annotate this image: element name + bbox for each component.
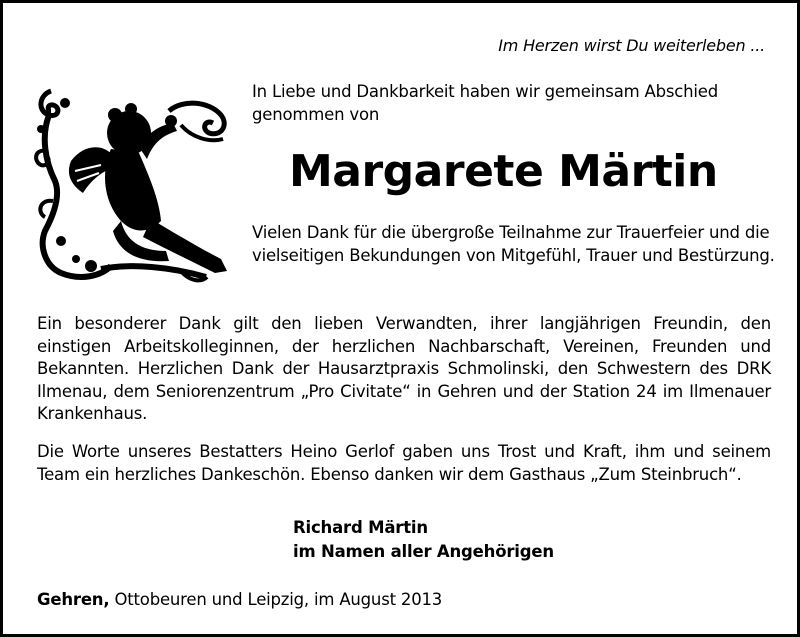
deceased-name: Margarete Märtin bbox=[289, 146, 718, 197]
intro-text: In Liebe und Dankbarkeit haben wir gemeinsam Abschied genommen von bbox=[252, 82, 719, 124]
acknowledgement-paragraph: Ein besonderer Dank gilt den lieben Verwandten, ihrer langjährigen Freundin, den einstigen Arbeitskolleginnen, der herzlichen Nachbarschaft, Vereinen, Freunden und Bekannten. Herzlichen Dank der Hausarztpraxis Schmolinski, den Schwestern des DRK Ilmenau, dem Seniorenzentrum „Pro Civitate“ in Gehren und der Station 24 im Ilmenauer Krankenhaus. bbox=[37, 314, 771, 423]
place-and-date bbox=[37, 590, 442, 609]
thanks-text: Vielen Dank für die übergroße Teilnahme zur Trauerfeier und die vielseitigen Bekundungen von Mitgefühl, Trauer und Bestürzung. bbox=[252, 223, 775, 265]
undertaker-thanks-paragraph: Die Worte unseres Bestatters Heino Gerlof gaben uns Trost und Kraft, ihm und seinem Team ein herzliches Dankeschön. Ebenso danken wir dem Gasthaus „Zum Steinbruch“. bbox=[37, 442, 771, 484]
signature-block bbox=[293, 516, 554, 564]
signatory-name: Richard Märtin bbox=[293, 518, 428, 537]
motto-line: Im Herzen wirst Du weiterleben ... bbox=[498, 36, 765, 55]
place-rest: Ottobeuren und Leipzig, im August 2013 bbox=[109, 590, 443, 609]
place-bold: Gehren, bbox=[37, 590, 110, 609]
cherub-silhouette-icon bbox=[31, 81, 246, 291]
signatory-subtitle: im Namen aller Angehörigen bbox=[293, 542, 554, 561]
